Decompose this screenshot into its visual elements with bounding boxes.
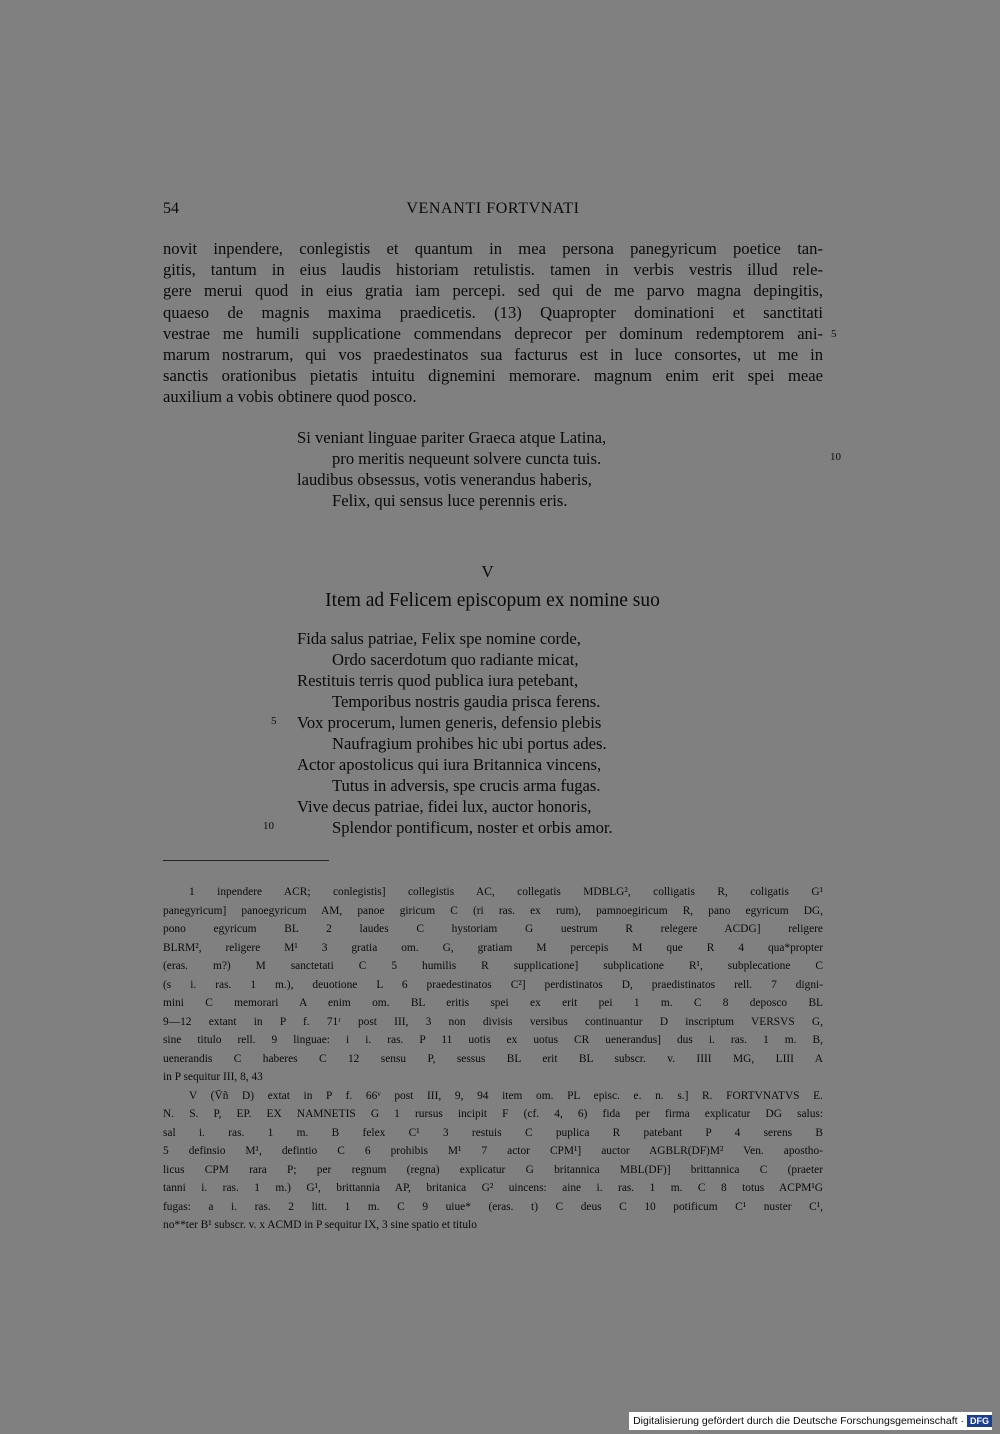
line-number-margin: 10 bbox=[830, 451, 841, 463]
poem-line: Ordo sacerdotum quo radiante micat, bbox=[332, 650, 579, 669]
prose-line: novit inpendere, conlegistis et quantum in mea persona panegyricum poetice tan- bbox=[163, 239, 823, 258]
apparatus-line: no**ter B¹ subscr. v. x ACMD in P sequitur IX, 3 sine spatio et titulo bbox=[163, 1219, 477, 1231]
funding-footer: Digitalisierung gefördert durch die Deutsche Forschungsgemeinschaft · DFG bbox=[629, 1412, 992, 1430]
prose-line: gere merui quod in eius gratia iam percepi. sed qui de me parvo magna depingitis, bbox=[163, 281, 823, 301]
poem-line: Naufragium prohibes hic ubi portus ades. bbox=[332, 734, 607, 753]
verse-line: Felix, qui sensus luce perennis eris. bbox=[332, 491, 568, 510]
apparatus-line: sine titulo rell. 9 linguae: i i. ras. P 11 uotis ex uotus CR uenerandus] dus i. ras. 1 m. B, bbox=[163, 1034, 823, 1046]
line-number-margin: 5 bbox=[271, 715, 277, 727]
poem-line: Vox procerum, lumen generis, defensio plebis bbox=[297, 713, 602, 732]
apparatus-line: tanni i. ras. 1 m.) G¹, brittannia AP, britanica G² uincens: aine i. ras. 1 m. C 8 totus ACPM¹G bbox=[163, 1182, 823, 1194]
poem-title: Item ad Felicem episcopum ex nomine suo bbox=[325, 590, 660, 611]
apparatus-line: (eras. m?) M sanctetati C 5 humilis R supplicatione] subplicatione R¹, subplecatione C bbox=[163, 960, 823, 972]
poem-line: Vive decus patriae, fidei lux, auctor honoris, bbox=[297, 797, 592, 816]
apparatus-line: mini C memorari A enim om. BL eritis spei ex erit pei 1 m. C 8 deposco BL bbox=[163, 997, 823, 1009]
apparatus-line: panegyricum] panoegyricum AM, panoe giricum C (ri ras. ex rum), pamnoegiricum R, pano egyricum DG, bbox=[163, 904, 823, 917]
funding-text: Digitalisierung gefördert durch die Deutsche Forschungsgemeinschaft bbox=[633, 1415, 958, 1427]
apparatus-line: pono egyricum BL 2 laudes C hystoriam G uestrum R relegere ACDG] religere bbox=[163, 923, 823, 935]
verse-line: pro meritis nequeunt solvere cuncta tuis. bbox=[332, 449, 602, 468]
line-number-margin: 10 bbox=[263, 820, 274, 832]
poem-line: Splendor pontificum, noster et orbis amor. bbox=[332, 818, 613, 837]
poem-line: Temporibus nostris gaudia prisca ferens. bbox=[332, 692, 601, 711]
apparatus-line: BLRM², religere M¹ 3 gratia om. G, gratiam M percepis M que R 4 qua*propter bbox=[163, 941, 823, 954]
apparatus-line: 5 definsio M¹, defintio C 6 prohibis M¹ 7 actor CPM¹] auctor AGBLR(DF)M² Ven. apostho- bbox=[163, 1145, 823, 1157]
prose-line: auxilium a vobis obtinere quod posco. bbox=[163, 387, 417, 407]
poem-line: Tutus in adversis, spe crucis arma fugas. bbox=[332, 776, 601, 795]
apparatus-line: N. S. P, EP. EX NAMNETIS G 1 rursus incipit F (cf. 4, 6) fida per firma explicatur DG salus: bbox=[163, 1108, 823, 1120]
page-header bbox=[163, 200, 823, 222]
poem-line: Restituis terris quod publica iura petebant, bbox=[297, 671, 579, 690]
apparatus-line: 9—12 extant in P f. 71ʳ post III, 3 non divisis versibus continuantur D inscriptum VERSVS G, bbox=[163, 1015, 823, 1028]
prose-line: sanctis orationibus pietatis intuitu dignemini memorare. magnum enim erit spei meae bbox=[163, 366, 823, 386]
apparatus-line: V (V̄ñ D) extat in P f. 66ᵛ post III, 9, 94 item om. PL episc. e. n. s.] R. FORTVNATVS E. bbox=[189, 1089, 823, 1102]
prose-block bbox=[163, 238, 823, 408]
section-numeral: V bbox=[481, 562, 494, 581]
prose-line: gitis, tantum in eius laudis historiam retulistis. tamen in verbis vestris illud rele- bbox=[163, 260, 823, 280]
line-number-margin: 5 bbox=[831, 328, 837, 340]
poem-line: Fida salus patriae, Felix spe nomine corde, bbox=[297, 629, 581, 648]
verse-block bbox=[297, 427, 606, 511]
poem-line: Actor apostolicus qui iura Britannica vincens, bbox=[297, 755, 602, 774]
verse-line: laudibus obsessus, votis venerandus haberis, bbox=[297, 470, 592, 489]
dfg-logo-icon: DFG bbox=[967, 1415, 992, 1427]
prose-line: marum nostrarum, qui vos praedestinatos sua facturus est in luce consortes, ut me in bbox=[163, 344, 823, 364]
apparatus-line: uenerandis C haberes C 12 sensu P, sessus BL erit BL subscr. v. IIII MG, LIII A bbox=[163, 1052, 823, 1065]
apparatus-line: fugas: a i. ras. 2 litt. 1 m. C 9 uiue* (eras. t) C deus C 10 potificum C¹ nuster C¹, bbox=[163, 1200, 823, 1213]
prose-line: quaeso de magnis maxima praedicetis. (13) Quapropter dominationi et sanctitati bbox=[163, 302, 823, 322]
verse-line: Si veniant linguae pariter Graeca atque Latina, bbox=[297, 428, 607, 447]
page-number: 54 bbox=[163, 200, 179, 217]
critical-apparatus bbox=[163, 883, 823, 1235]
prose-line: vestrae me humili supplicatione commendans deprecor per dominum redemptorem ani- bbox=[163, 323, 823, 343]
footnote-rule bbox=[163, 860, 329, 861]
apparatus-line: licus CPM rara P; per regnum (regna) explicatur G britannica MBL(DF)] brittannica C (praeter bbox=[163, 1163, 823, 1176]
apparatus-line: (s i. ras. 1 m.), deuotione L 6 praedestinatos C²] perdistinatos D, praedistinatos rell. 7 digni- bbox=[163, 978, 823, 991]
running-head: VENANTI FORTVNATI bbox=[406, 200, 580, 217]
apparatus-line: 1 inpendere ACR; conlegistis] collegistis AC, collegatis MDBLG², colligatis R, coligatis G¹ bbox=[189, 886, 823, 898]
apparatus-line: in P sequitur III, 8, 43 bbox=[163, 1071, 263, 1083]
apparatus-line: sal i. ras. 1 m. B felex C¹ 3 restuis C puplica R patebant P 4 serens B bbox=[163, 1126, 823, 1139]
poem-block bbox=[297, 628, 613, 838]
